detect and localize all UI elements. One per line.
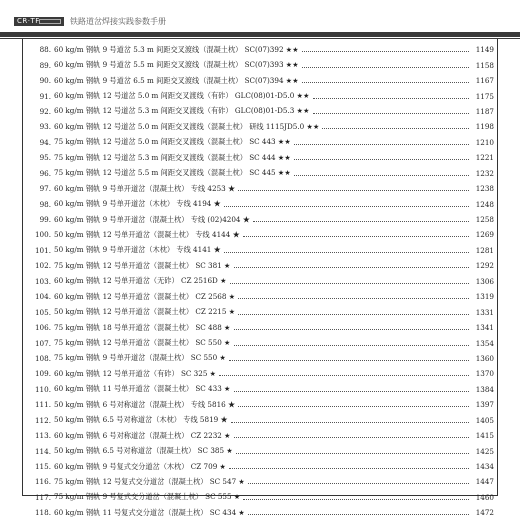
toc-entry-page: 1149 [475,45,494,55]
toc-entry-number: 100. [34,230,51,240]
toc-entry[interactable] [23,335,497,350]
toc-entry-title: 75 kg/m 钢轨 12 号单开道岔（混凝土枕） SC 550 ★ [54,338,231,348]
toc-entry-title: 75 kg/m 钢轨 12 号复式交分道岔（混凝土枕） SC 547 ★ [54,476,245,486]
logo-text: CR·TF [17,17,40,25]
running-header-title: 铁路道岔焊接实践参数手册 [70,17,166,26]
toc-entry[interactable] [23,42,497,57]
toc-entry-page: 1187 [475,106,494,116]
toc-entry[interactable] [23,135,497,150]
dot-leader [234,345,469,346]
toc-entry-page: 1341 [475,323,494,333]
toc-entry-number: 95. [39,153,51,163]
toc-entry[interactable] [23,428,497,443]
toc-entry-number: 108. [34,353,51,363]
toc-entry[interactable] [23,274,497,289]
toc-entry-title: 75 kg/m 钢轨 9 号复式交分道岔（混凝土枕） SC 555 ★ [54,492,241,502]
logo-ornament-icon [39,19,61,24]
toc-entry-number: 109. [34,369,51,379]
toc-entry-number: 115. [34,462,51,472]
toc-entry-page: 1415 [475,431,494,441]
toc-entry-number: 112. [34,415,51,425]
toc-entry-title: 50 kg/m 钢轨 9 号单开道岔（木枕） 专线 4141 ★ [54,245,221,255]
toc-entry-number: 94. [39,137,51,147]
toc-entry-number: 105. [34,307,51,317]
dot-leader [294,144,469,145]
toc-entry-number: 88. [39,45,51,55]
toc-entry-title: 60 kg/m 钢轨 12 号道岔 5.0 m 间距交叉渡线（有砟） GLC(08)01-D5.0 ★★ [54,91,310,101]
toc-entry[interactable] [23,382,497,397]
content-frame [22,39,498,518]
toc-entry[interactable] [23,474,497,489]
toc-entry-number: 110. [34,384,51,394]
toc-entry-page: 1258 [475,215,494,225]
toc-entry-page: 1306 [475,276,494,286]
toc-entry-number: 117. [34,492,51,502]
toc-entry-title: 60 kg/m 钢轨 12 号单开道岔（无砟） CZ 2516D ★ [54,276,227,286]
toc-entry-title: 60 kg/m 钢轨 12 号道岔 5.3 m 间距交叉渡线（有砟） GLC(08)01-D5.3 ★★ [54,106,310,116]
toc-entry[interactable] [23,443,497,458]
toc-entry[interactable] [23,119,497,134]
table-of-contents [23,42,497,521]
dot-leader [313,113,469,114]
dot-leader [229,360,469,361]
header-rule-thick [0,32,520,37]
toc-entry-page: 1425 [475,446,494,456]
dot-leader [238,190,469,191]
dot-leader [248,483,469,484]
toc-entry-page: 1472 [475,508,494,518]
toc-entry-number: 89. [39,60,51,70]
toc-entry-page: 1447 [475,477,494,487]
toc-entry-title: 75 kg/m 钢轨 12 号道岔 5.5 m 间距交叉渡线（混凝土枕） SC 445 ★★ [54,168,291,178]
dot-leader [302,67,469,68]
dot-leader [238,314,469,315]
dot-leader [302,82,469,83]
toc-entry-page: 1360 [475,353,494,363]
toc-entry-page: 1210 [475,137,494,147]
dot-leader [229,468,469,469]
toc-entry-number: 111. [34,400,51,410]
toc-entry-number: 104. [34,292,51,302]
dot-leader [248,514,469,515]
toc-entry[interactable] [23,166,497,181]
dot-leader [224,206,469,207]
toc-entry-number: 93. [39,122,51,132]
toc-entry[interactable] [23,505,497,520]
toc-entry-title: 75 kg/m 钢轨 12 号道岔 5.3 m 间距交叉渡线（混凝土枕） SC 444 ★★ [54,152,291,162]
toc-entry-title: 50 kg/m 钢轨 6.5 号对称道岔（混凝土枕） SC 385 ★ [54,446,233,456]
toc-entry[interactable] [23,227,497,242]
dot-leader [231,422,469,423]
toc-entry[interactable] [23,57,497,72]
toc-entry-title: 60 kg/m 钢轨 9 号道岔 5.3 m 间距交叉渡线（混凝土枕） SC(07)392 ★★ [54,44,299,54]
toc-entry[interactable] [23,243,497,258]
toc-entry-title: 60 kg/m 钢轨 9 号单开道岔（混凝土枕） 专线 4253 ★ [54,183,236,193]
dot-leader [243,236,469,237]
dot-leader [243,499,469,500]
toc-entry-page: 1397 [475,400,494,410]
toc-entry[interactable] [23,258,497,273]
toc-entry-number: 106. [34,323,51,333]
toc-entry-number: 92. [39,106,51,116]
dot-leader [253,221,469,222]
page-header [0,14,520,28]
toc-entry-number: 96. [39,168,51,178]
toc-entry[interactable] [23,150,497,165]
publisher-logo [14,17,64,26]
toc-entry[interactable] [23,289,497,304]
toc-entry-title: 60 kg/m 钢轨 9 号复式交分道岔（木枕） CZ 709 ★ [54,461,226,471]
toc-entry[interactable] [23,181,497,196]
toc-entry-title: 60 kg/m 钢轨 12 号单开道岔（有砟） SC 325 ★ [54,368,217,378]
toc-entry-page: 1167 [475,76,494,86]
toc-entry-number: 118. [34,508,51,518]
dot-leader [219,375,469,376]
toc-entry-number: 97. [39,184,51,194]
dot-leader [234,329,469,330]
toc-entry-number: 91. [39,91,51,101]
toc-entry-title: 75 kg/m 钢轨 12 号道岔 5.0 m 间距交叉渡线（混凝土枕） SC 443 ★★ [54,137,291,147]
toc-entry-page: 1238 [475,184,494,194]
toc-entry[interactable] [23,351,497,366]
toc-entry-number: 103. [34,276,51,286]
toc-entry-page: 1354 [475,338,494,348]
toc-entry[interactable] [23,413,497,428]
dot-leader [230,283,469,284]
toc-entry-title: 50 kg/m 钢轨 6 号对称道岔（混凝土枕） 专线 5816 ★ [54,399,236,409]
toc-entry[interactable] [23,459,497,474]
toc-entry-page: 1434 [475,462,494,472]
toc-entry-page: 1370 [475,369,494,379]
toc-entry-title: 75 kg/m 钢轨 18 号单开道岔（混凝土枕） SC 488 ★ [54,322,231,332]
toc-entry[interactable] [23,73,497,88]
toc-entry-number: 113. [34,431,51,441]
toc-entry-number: 99. [39,215,51,225]
toc-entry-page: 1198 [475,122,494,132]
dot-leader [302,51,469,52]
toc-entry-page: 1460 [475,492,494,502]
toc-entry-page: 1331 [475,307,494,317]
dot-leader [294,159,469,160]
toc-entry-title: 60 kg/m 钢轨 12 号道岔 5.0 m 间距交叉渡线（混凝土枕） 研线 1115JD5.0 ★★ [54,121,320,131]
toc-entry-title: 60 kg/m 钢轨 12 号单开道岔（混凝土枕） CZ 2568 ★ [54,291,236,301]
toc-entry-number: 114. [34,446,51,456]
toc-entry[interactable] [23,366,497,381]
dot-leader [294,175,469,176]
dot-leader [234,437,469,438]
toc-entry-title: 60 kg/m 钢轨 9 号单开道岔（混凝土枕） 专线 (02)4204 ★ [54,214,250,224]
toc-entry-number: 102. [34,261,51,271]
dot-leader [238,406,469,407]
toc-entry[interactable] [23,490,497,505]
toc-entry-title: 60 kg/m 钢轨 11 号复式交分道岔（混凝土枕） SC 434 ★ [54,507,245,517]
toc-entry-page: 1269 [475,230,494,240]
toc-entry-title: 60 kg/m 钢轨 9 号单开道岔（木枕） 专线 4194 ★ [54,199,221,209]
toc-entry-number: 90. [39,76,51,86]
toc-entry-number: 101. [34,245,51,255]
toc-entry[interactable] [23,212,497,227]
dot-leader [322,128,469,129]
toc-entry[interactable] [23,196,497,211]
toc-entry-page: 1248 [475,199,494,209]
toc-entry-page: 1384 [475,384,494,394]
toc-entry-title: 60 kg/m 钢轨 11 号单开道岔（混凝土枕） SC 433 ★ [54,384,231,394]
toc-entry[interactable] [23,304,497,319]
toc-entry-page: 1232 [475,168,494,178]
toc-entry-page: 1158 [475,60,494,70]
toc-entry-title: 60 kg/m 钢轨 9 号道岔 6.5 m 间距交叉渡线（混凝土枕） SC(07)394 ★★ [54,75,299,85]
toc-entry[interactable] [23,320,497,335]
toc-entry-title: 60 kg/m 钢轨 9 号道岔 5.5 m 间距交叉渡线（混凝土枕） SC(07)393 ★★ [54,60,299,70]
toc-entry-number: 98. [39,199,51,209]
toc-entry-page: 1405 [475,415,494,425]
dot-leader [234,391,469,392]
toc-entry[interactable] [23,88,497,103]
dot-leader [236,453,469,454]
toc-entry-page: 1175 [475,91,494,101]
toc-entry-title: 50 kg/m 钢轨 12 号单开道岔（混凝土枕） CZ 2215 ★ [54,307,236,317]
toc-entry[interactable] [23,104,497,119]
dot-leader [313,98,469,99]
dot-leader [234,267,469,268]
toc-entry-title: 50 kg/m 钢轨 12 号单开道岔（混凝土枕） 专线 4144 ★ [54,229,240,239]
toc-entry-title: 75 kg/m 钢轨 9 号单开道岔（混凝土枕） SC 550 ★ [54,353,226,363]
dot-leader [238,298,469,299]
toc-entry-number: 116. [34,477,51,487]
toc-entry-number: 107. [34,338,51,348]
toc-entry-page: 1221 [475,153,494,163]
toc-entry-page: 1281 [475,245,494,255]
toc-entry-page: 1319 [475,292,494,302]
dot-leader [224,252,469,253]
toc-entry-title: 50 kg/m 钢轨 6.5 号对称道岔（木枕） 专线 5819 ★ [54,415,228,425]
toc-entry-title: 75 kg/m 钢轨 12 号单开道岔（混凝土枕） SC 381 ★ [54,260,231,270]
toc-entry-page: 1292 [475,261,494,271]
toc-entry-title: 60 kg/m 钢轨 6 号对称道岔（混凝土枕） CZ 2232 ★ [54,430,231,440]
toc-entry[interactable] [23,397,497,412]
